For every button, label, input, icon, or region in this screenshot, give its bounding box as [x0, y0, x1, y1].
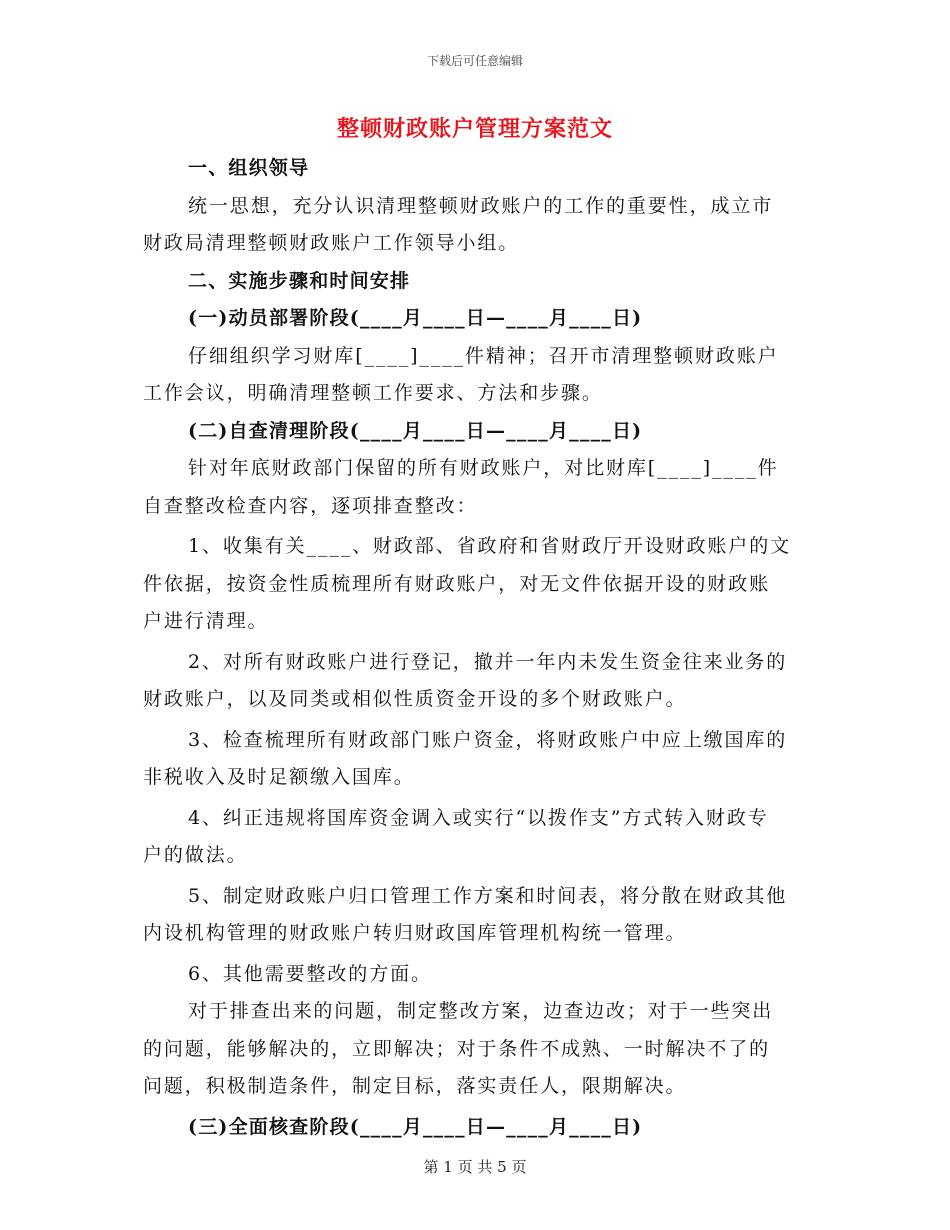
page-number-footer: 第 1 页 共 5 页: [423, 1158, 527, 1176]
paragraph-line: 工作会议，明确清理整顿工作要求、方法和步骤。: [143, 382, 603, 404]
subsection-heading-3: (三)全面核查阶段(____月____日—____月____日): [188, 1115, 643, 1138]
paragraph-line: 针对年底财政部门保留的所有财政账户，对比财库[____]____件: [188, 457, 779, 479]
list-item-line: 内设机构管理的财政账户转归财政国库管理机构统一管理。: [143, 922, 687, 944]
list-item-line: 4、纠正违规将国库资金调入或实行“以拨作支”方式转入财政专: [188, 806, 769, 829]
subsection-heading-2: (二)自查清理阶段(____月____日—____月____日): [188, 419, 643, 442]
section-heading-1: 一、组织领导: [188, 157, 310, 179]
paragraph-line: 财政局清理整顿财政账户工作领导小组。: [143, 232, 520, 254]
list-item-line: 2、对所有财政账户进行登记，撤并一年内未发生资金往来业务的: [188, 650, 788, 673]
list-item-line: 件依据，按资金性质梳理所有财政账户，对无文件依据开设的财政账: [143, 572, 771, 595]
paragraph-line: 对于排查出来的问题，制定整改方案，边查边改；对于一些突出: [188, 1000, 774, 1022]
list-item-line: 非税收入及时足额缴入国库。: [143, 766, 415, 788]
list-item-line: 5、制定财政账户归口管理工作方案和时间表，将分散在财政其他: [188, 884, 788, 907]
paragraph-line: 的问题，能够解决的，立即解决；对于条件不成熟、一时解决不了的: [143, 1037, 771, 1060]
page-header-note: 下载后可任意编辑: [426, 54, 523, 68]
list-item-line: 财政账户，以及同类或相似性质资金开设的多个财政账户。: [143, 688, 687, 710]
list-item-line: 户进行清理。: [143, 610, 269, 632]
document-body: [143, 150, 811, 1146]
list-item-line: 1、收集有关____、财政部、省政府和省财政厅开设财政账户的文: [188, 535, 791, 557]
subsection-heading-1: (一)动员部署阶段(____月____日—____月____日): [188, 307, 643, 329]
list-item-line: 户的做法。: [143, 844, 248, 866]
paragraph-line: 问题，积极制造条件，制定目标，落实责任人，限期解决。: [143, 1075, 687, 1097]
paragraph-line: 仔细组织学习财库[____]____件精神；召开市清理整顿财政账户: [188, 344, 779, 367]
list-item-line: 6、其他需要整改的方面。: [188, 962, 432, 985]
paragraph-line: 统一思想，充分认识清理整顿财政账户的工作的重要性，成立市: [188, 194, 774, 217]
list-item-line: 3、检查梳理所有财政部门账户资金，将财政账户中应上缴国库的: [188, 728, 788, 751]
section-heading-2: 二、实施步骤和时间安排: [188, 269, 411, 292]
document-title: 整顿财政账户管理方案范文: [336, 116, 613, 142]
paragraph-line: 自查整改检查内容，逐项排查整改：: [143, 494, 478, 517]
